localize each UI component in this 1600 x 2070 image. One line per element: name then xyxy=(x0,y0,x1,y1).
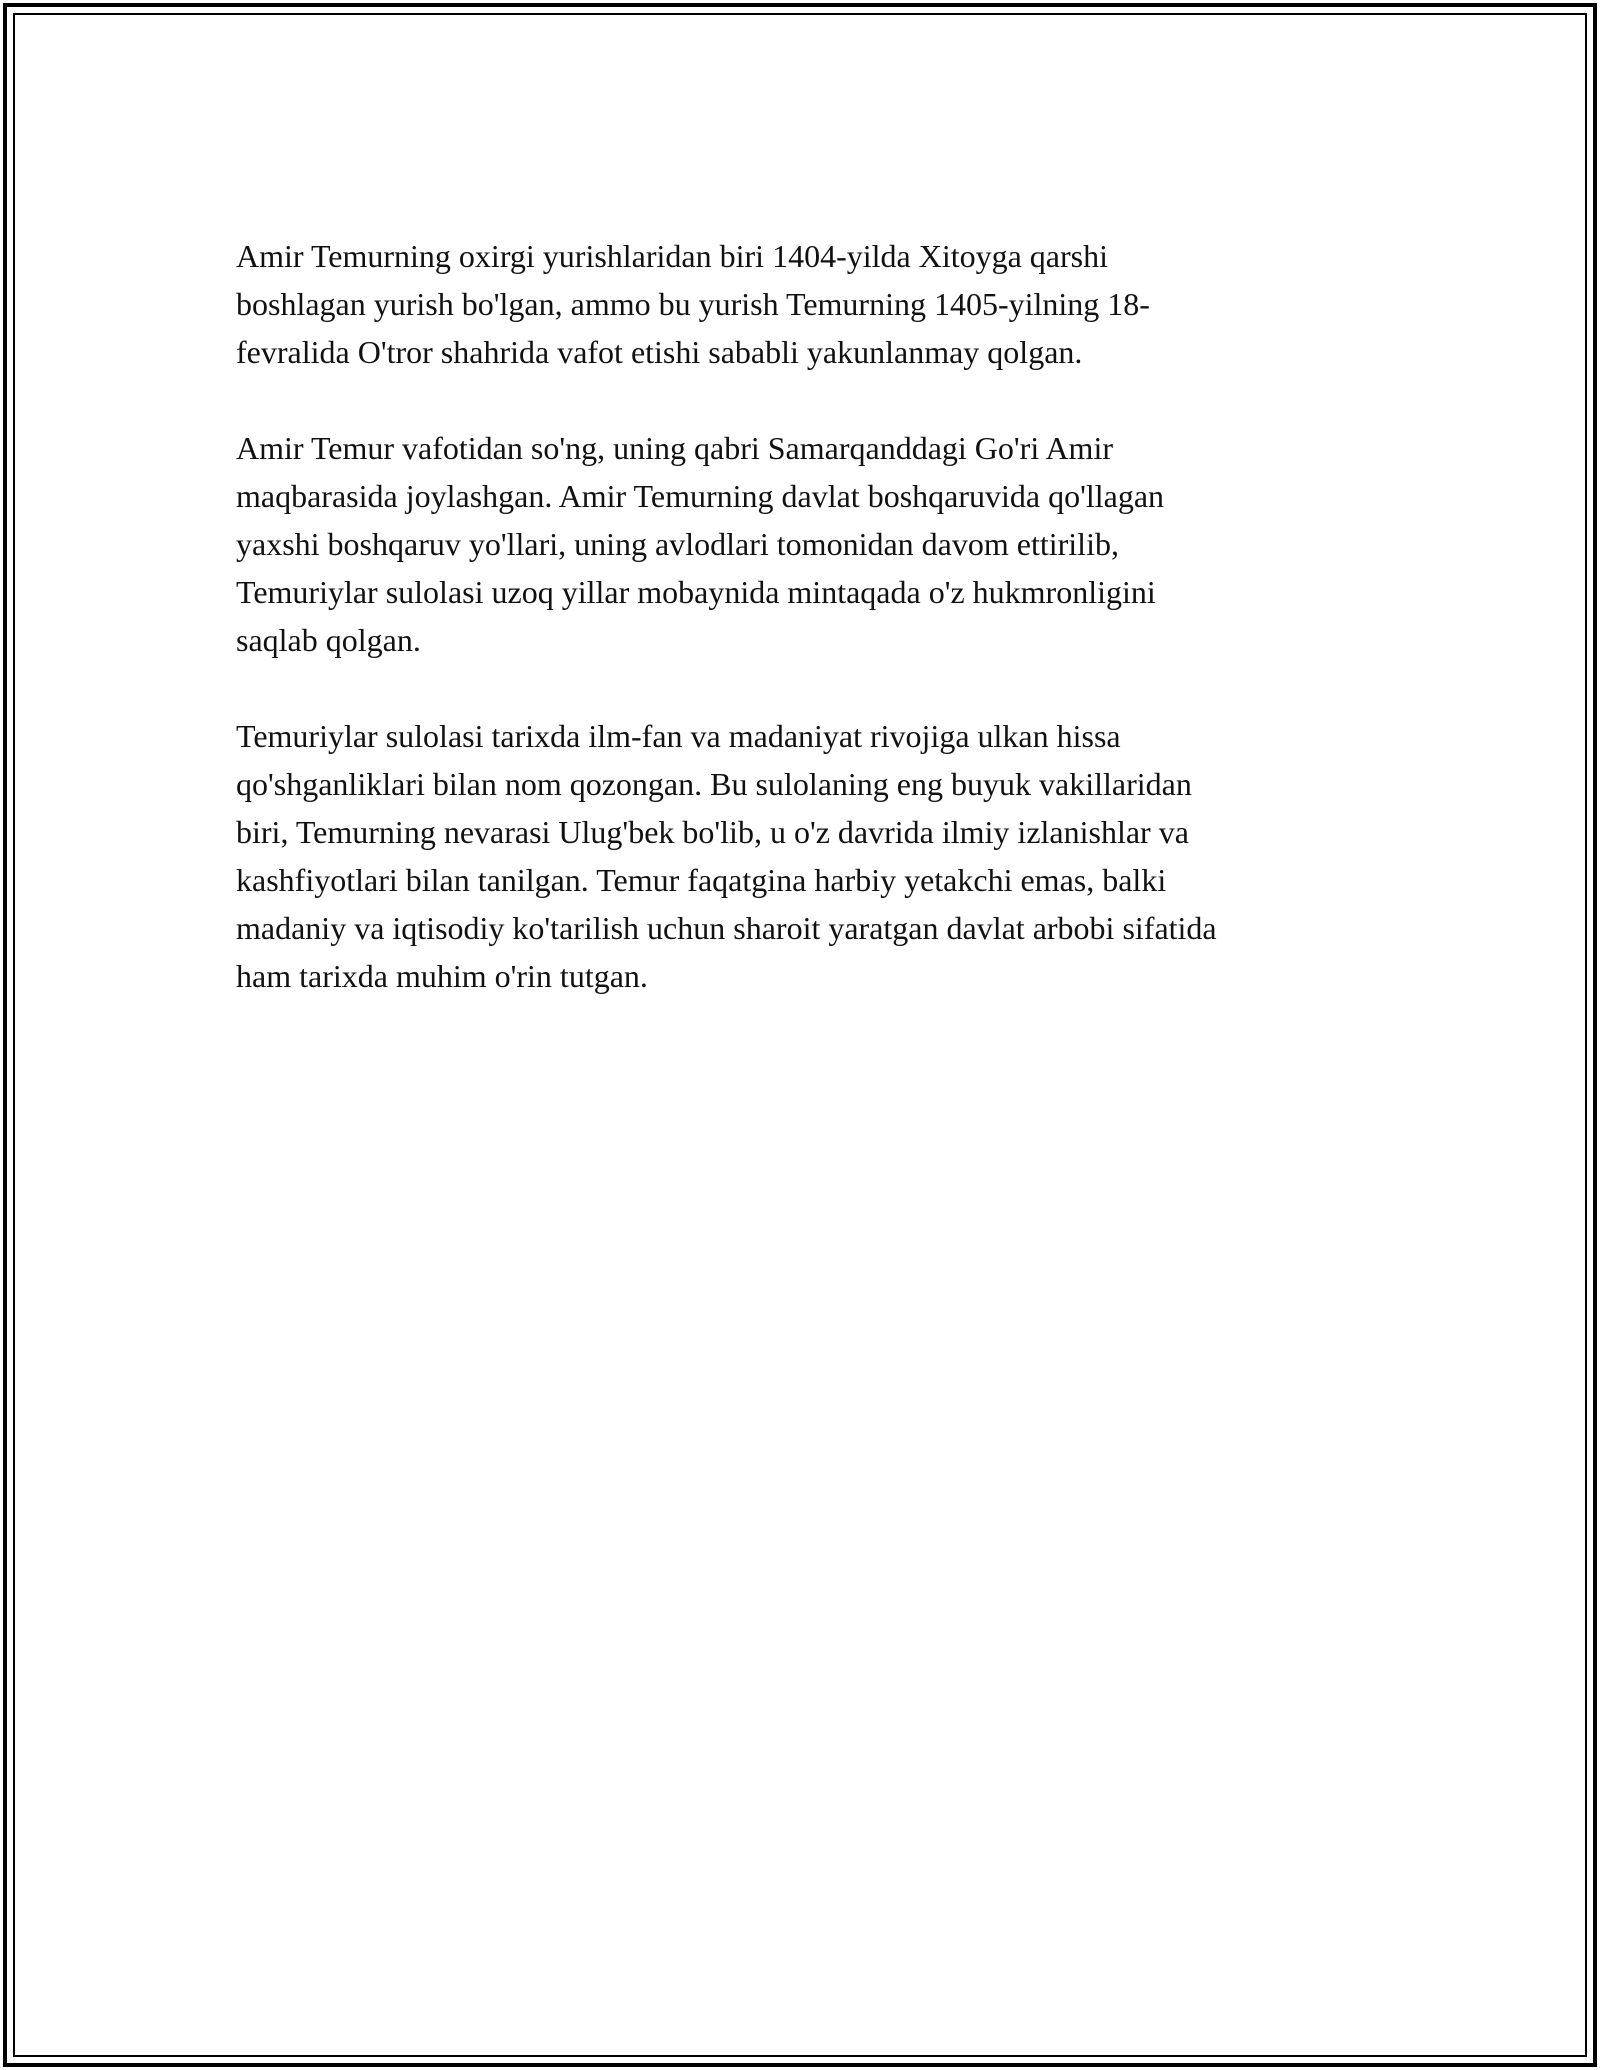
paragraph-1: Amir Temurning oxirgi yurishlaridan biri 1404-yilda Xitoyga qarshi boshlagan yurish bo'lgan, ammo bu yurish Temurning 1405-yilning 18- fevralida O'tror shahrida vafot etishi sababli yakunlanmay qolgan. xyxy=(236,238,1150,370)
document-body xyxy=(236,232,1376,1048)
paragraph-3: Temuriylar sulolasi tarixda ilm-fan va madaniyat rivojiga ulkan hissa qo'shganliklari bilan nom qozongan. Bu sulolaning eng buyuk vakillaridan biri, Temurning nevarasi Ulug'bek bo'lib, u o'z davrida ilmiy izlanishlar va kashfiyotlari bilan tanilgan. Temur faqatgina harbiy yetakchi emas, balki madaniy va iqtisodiy ko'tarilish uchun sharoit yaratgan davlat arbobi sifatida ham tarixda muhim o'rin tutgan. xyxy=(236,718,1217,994)
paragraph-2: Amir Temur vafotidan so'ng, uning qabri Samarqanddagi Go'ri Amir maqbarasida joylashgan. Amir Temurning davlat boshqaruvida qo'llagan yaxshi boshqaruv yo'llari, uning avlodlari tomonidan davom ettirilib, Temuriylar sulolasi uzoq yillar mobaynida mintaqada o'z hukmronligini saqlab qolgan. xyxy=(236,430,1165,658)
